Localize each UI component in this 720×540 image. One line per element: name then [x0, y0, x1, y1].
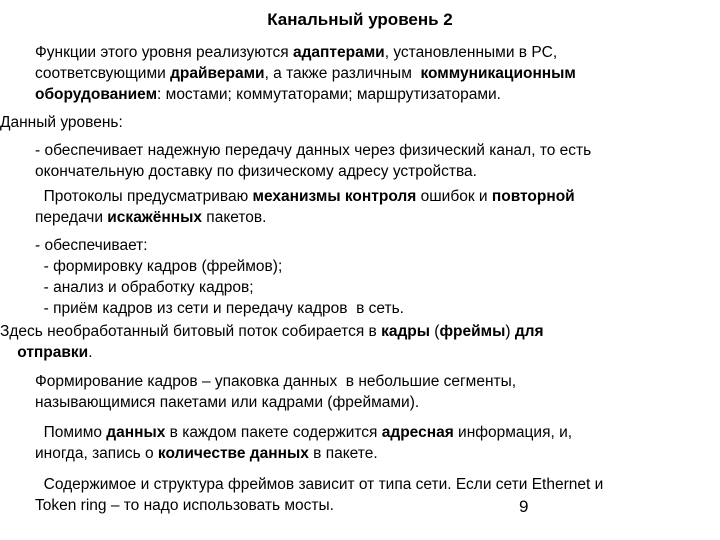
- protocols-paragraph-text-run: ошибок и: [416, 188, 492, 205]
- address-paragraph-bold-run: количестве данных: [157, 445, 309, 462]
- level-heading-text-run: Данный уровень:: [0, 114, 123, 131]
- bitstream-paragraph-bold-run: кадры: [381, 323, 430, 340]
- framing-paragraph: [35, 371, 715, 413]
- bitstream-paragraph-bold-run: для отправки: [17, 323, 544, 361]
- protocols-paragraph-bold-run: искажённых: [107, 209, 202, 226]
- page-number: 9: [519, 497, 529, 516]
- intro-paragraph: [35, 42, 715, 105]
- address-paragraph-text-run: в каждом пакете содержится: [165, 424, 382, 441]
- provides-list: [35, 235, 715, 319]
- bitstream-paragraph: [0, 321, 715, 363]
- address-paragraph-text-run: Помимо: [35, 424, 107, 441]
- protocols-paragraph-bold-run: механизмы контроля: [252, 188, 417, 205]
- protocols-paragraph-text-run: пакетов.: [202, 209, 267, 226]
- address-paragraph-bold-run: адресная: [381, 424, 454, 441]
- framing-paragraph-text-run: Формирование кадров – упаковка данных в небольшие сегменты, называющимися пакетами или кадрами (фреймами).: [35, 373, 517, 411]
- intro-paragraph-text-run: , а также различным: [264, 65, 421, 82]
- address-paragraph: [35, 422, 715, 464]
- bitstream-paragraph-text-run: .: [88, 344, 93, 361]
- protocols-paragraph: [35, 186, 715, 228]
- address-paragraph-text-run: информация, и, иногда, запись о: [35, 424, 573, 462]
- address-paragraph-bold-run: данных: [106, 424, 166, 441]
- provides-list-text-run: - обеспечивает: - формировку кадров (фреймов); - анализ и обработку кадров; - приём кадров из сети и передачу кадров в сеть.: [35, 237, 404, 317]
- reliable-transfer-paragraph: [35, 140, 715, 182]
- reliable-transfer-paragraph-text-run: - обеспечивает надежную передачу данных через физический канал, то есть окончательную доставку по физическому адресу устройства.: [35, 142, 592, 180]
- protocols-paragraph-text-run: Протоколы предусматриваю: [35, 188, 253, 205]
- intro-paragraph-bold-run: коммуникационным оборудованием: [35, 65, 576, 103]
- frame-structure-paragraph-text-run: Содержимое и структура фреймов зависит от типа сети. Если сети Ethernet и Token ring – то надо использовать мосты.: [35, 476, 604, 514]
- address-paragraph-text-run: в пакете.: [308, 445, 378, 462]
- intro-paragraph-text-run: : мостами; коммутаторами; маршрутизаторами.: [157, 86, 501, 103]
- bitstream-paragraph-text-run: (: [430, 323, 440, 340]
- protocols-paragraph-text-run: передачи: [35, 209, 103, 226]
- intro-paragraph-text-run: , установленными в PC, соответсвующими: [35, 44, 558, 82]
- intro-paragraph-bold-run: адаптерами: [292, 44, 385, 61]
- bitstream-paragraph-text-run: ): [505, 323, 515, 340]
- bitstream-paragraph-bold-run: фреймы: [439, 323, 506, 340]
- bitstream-paragraph-text-run: Здесь необработанный битовый поток собирается в: [0, 323, 382, 340]
- frame-structure-paragraph: [35, 474, 720, 516]
- protocols-paragraph-bold-run: повторной: [491, 188, 575, 205]
- slide-title: Канальный уровень 2: [267, 10, 453, 29]
- intro-paragraph-text-run: Функции этого уровня реализуются: [35, 44, 293, 61]
- level-heading: [0, 112, 700, 133]
- intro-paragraph-bold-run: драйверами: [170, 65, 265, 82]
